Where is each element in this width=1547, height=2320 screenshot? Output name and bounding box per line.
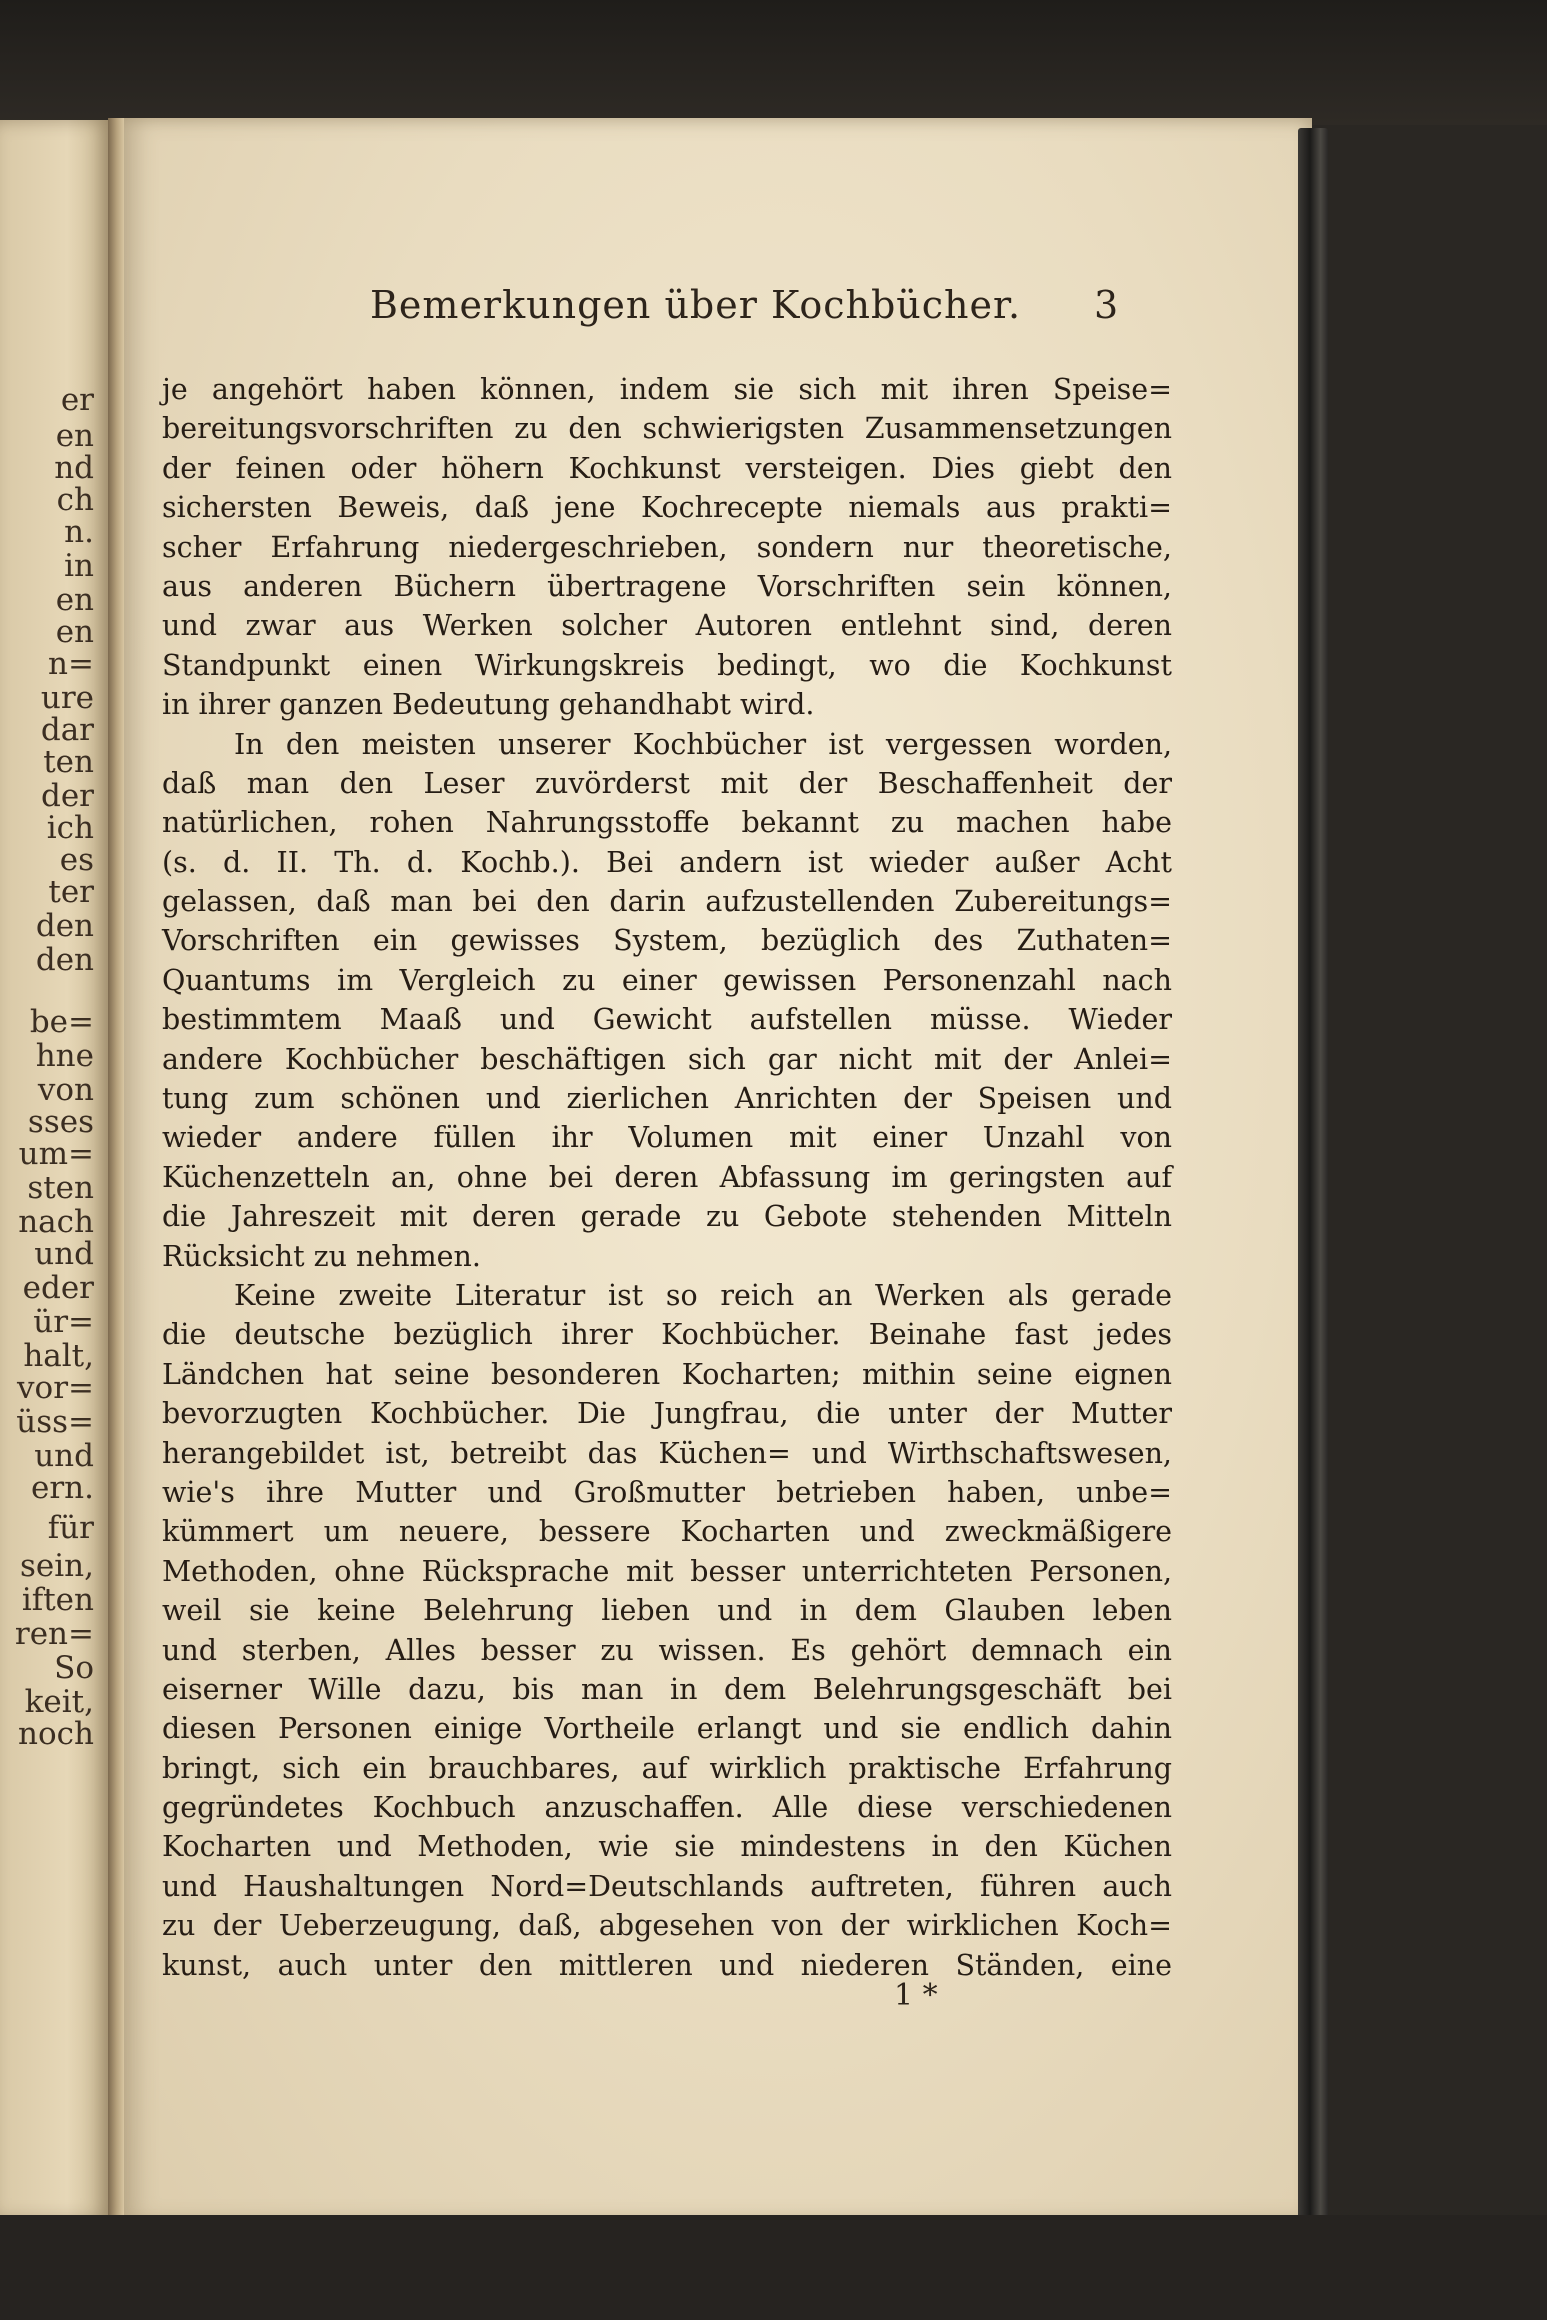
text-line: natürlichen, rohen Nahrungsstoffe bekannt zu machen habe	[162, 806, 1172, 840]
text-line: Quantums im Vergleich zu einer gewissen Personenzahl nach	[162, 963, 1172, 997]
left-fragment: be=	[29, 1004, 94, 1040]
left-fragment: es	[59, 842, 94, 878]
book-gutter	[108, 118, 124, 2222]
left-fragment: ür=	[33, 1304, 94, 1340]
left-fragment: hne	[35, 1038, 94, 1074]
text-line: Ländchen hat seine besonderen Kocharten; mithin seine eignen	[162, 1357, 1172, 1391]
text-line: herangebildet ist, betreibt das Küchen= und Wirthschaftswesen,	[162, 1436, 1172, 1470]
left-fragment: vor=	[17, 1370, 94, 1406]
signature-mark: 1 *	[894, 1978, 938, 2013]
text-line: Rücksicht zu nehmen.	[162, 1239, 481, 1273]
running-title: Bemerkungen über Kochbücher.	[370, 283, 1022, 327]
scan-background-bottom	[0, 2215, 1547, 2320]
book-spine	[1298, 128, 1328, 2218]
left-fragment: den	[35, 908, 94, 944]
left-fragment: der	[40, 778, 94, 814]
left-fragment: er	[60, 382, 94, 418]
left-fragment: eder	[22, 1270, 94, 1306]
page-number: 3	[1094, 283, 1119, 327]
text-line: bringt, sich ein brauchbares, auf wirklich praktische Erfahrung	[162, 1751, 1172, 1785]
text-line: aus anderen Büchern übertragene Vorschriften sein können,	[162, 569, 1172, 603]
book-page	[124, 118, 1312, 2222]
text-line: gelassen, daß man bei den darin aufzustellenden Zubereitungs=	[162, 885, 1172, 919]
text-line: tung zum schönen und zierlichen Anrichten der Speisen und	[162, 1082, 1172, 1116]
left-fragment: ich	[46, 810, 94, 846]
left-fragment: ure	[40, 680, 94, 716]
text-line: und Haushaltungen Nord=Deutschlands auftreten, führen auch	[162, 1869, 1172, 1903]
left-fragment: n.	[64, 514, 94, 550]
left-fragment: nach	[18, 1204, 94, 1240]
left-fragment: dar	[40, 712, 94, 748]
left-fragment: den	[35, 942, 94, 978]
page-body	[162, 370, 1172, 1985]
left-fragment: und	[34, 1438, 94, 1474]
left-fragment: und	[34, 1236, 94, 1272]
left-fragment: noch	[18, 1716, 94, 1752]
text-line: gegründetes Kochbuch anzuschaffen. Alle diese verschiedenen	[162, 1791, 1172, 1825]
text-line: wieder andere füllen ihr Volumen mit einer Unzahl von	[162, 1121, 1172, 1155]
left-fragment: nd	[54, 450, 94, 486]
left-fragment: üss=	[16, 1404, 94, 1440]
left-fragment: n=	[48, 646, 94, 682]
left-fragment: So	[54, 1650, 94, 1686]
text-line: bereitungsvorschriften zu den schwierigsten Zusammensetzungen	[162, 412, 1172, 446]
text-line: und sterben, Alles besser zu wissen. Es gehört demnach ein	[162, 1633, 1172, 1667]
left-fragment: keit,	[24, 1684, 94, 1720]
text-line: daß man den Leser zuvörderst mit der Beschaffenheit der	[162, 766, 1172, 800]
left-fragment: en	[55, 418, 94, 454]
left-fragment: iften	[21, 1582, 94, 1618]
paragraph-start: Keine zweite Literatur ist so reich an Werken als gerade	[234, 1278, 1172, 1312]
text-line: die deutsche bezüglich ihrer Kochbücher. Beinahe fast jedes	[162, 1318, 1172, 1352]
page-header	[124, 283, 1312, 343]
text-line: Vorschriften ein gewisses System, bezüglich des Zuthaten=	[162, 924, 1172, 958]
text-line: diesen Personen einige Vortheile erlangt und sie endlich dahin	[162, 1712, 1172, 1746]
left-page-text-fragments	[0, 120, 112, 2220]
left-fragment: ern.	[31, 1470, 94, 1506]
text-line: eiserner Wille dazu, bis man in dem Belehrungsgeschäft bei	[162, 1672, 1172, 1706]
text-line: Standpunkt einen Wirkungskreis bedingt, wo die Kochkunst	[162, 648, 1172, 682]
text-line: kunst, auch unter den mittleren und niederen Ständen, eine	[162, 1948, 1172, 1982]
text-line: andere Kochbücher beschäftigen sich gar nicht mit der Anlei=	[162, 1042, 1172, 1076]
text-line: sichersten Beweis, daß jene Kochrecepte niemals aus prakti=	[162, 491, 1172, 525]
text-line: kümmert um neuere, bessere Kocharten und zweckmäßigere	[162, 1515, 1172, 1549]
text-line: scher Erfahrung niedergeschrieben, sondern nur theoretische,	[162, 530, 1172, 564]
paragraph-start: In den meisten unserer Kochbücher ist vergessen worden,	[234, 727, 1172, 761]
scan-background-top	[0, 0, 1547, 125]
text-line: Küchenzetteln an, ohne bei deren Abfassung im geringsten auf	[162, 1160, 1172, 1194]
text-line: die Jahreszeit mit deren gerade zu Gebote stehenden Mitteln	[162, 1200, 1172, 1234]
left-fragment: ten	[43, 744, 94, 780]
left-fragment: für	[47, 1510, 94, 1546]
text-line: in ihrer ganzen Bedeutung gehandhabt wird.	[162, 688, 815, 722]
left-fragment: en	[55, 582, 94, 618]
text-line: je angehört haben können, indem sie sich mit ihren Speise=	[162, 373, 1172, 406]
text-line: der feinen oder höhern Kochkunst versteigen. Dies giebt den	[162, 451, 1172, 485]
left-page-edge	[0, 120, 112, 2220]
text-line: Methoden, ohne Rücksprache mit besser unterrichteten Personen,	[162, 1554, 1172, 1588]
left-fragment: halt,	[23, 1338, 94, 1374]
text-line: Kocharten und Methoden, wie sie mindestens in den Küchen	[162, 1830, 1172, 1864]
left-fragment: ch	[56, 482, 94, 518]
text-line: bestimmtem Maaß und Gewicht aufstellen müsse. Wieder	[162, 1003, 1172, 1037]
text-line: zu der Ueberzeugung, daß, abgesehen von der wirklichen Koch=	[162, 1909, 1172, 1943]
text-line: (s. d. II. Th. d. Kochb.). Bei andern ist wieder außer Acht	[162, 845, 1172, 879]
left-fragment: ren=	[14, 1616, 94, 1652]
text-line: weil sie keine Belehrung lieben und in dem Glauben leben	[162, 1594, 1172, 1628]
left-fragment: ter	[48, 874, 94, 910]
text-line: und zwar aus Werken solcher Autoren entlehnt sind, deren	[162, 609, 1172, 643]
left-fragment: en	[55, 614, 94, 650]
left-fragment: in	[64, 548, 94, 584]
text-line: wie's ihre Mutter und Großmutter betrieben haben, unbe=	[162, 1475, 1172, 1509]
left-fragment: sten	[27, 1170, 94, 1206]
left-fragment: sein,	[20, 1548, 94, 1584]
text-line: bevorzugten Kochbücher. Die Jungfrau, die unter der Mutter	[162, 1397, 1172, 1431]
left-fragment: um=	[18, 1136, 94, 1172]
left-fragment: sses	[27, 1104, 94, 1140]
left-fragment: von	[37, 1072, 94, 1108]
